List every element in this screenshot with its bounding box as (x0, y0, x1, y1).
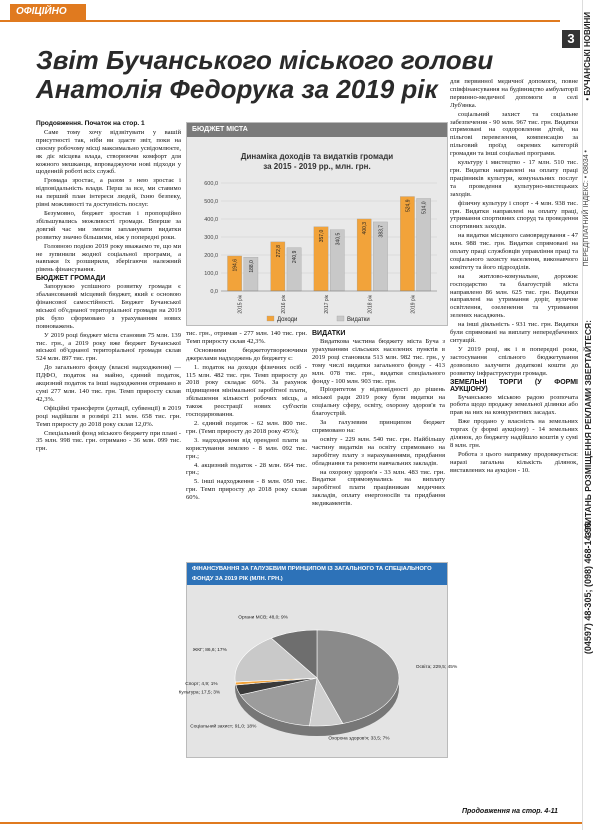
paragraph: Головною подією 2019 року вважаємо те, що ми не зупинили жодної соціальної програми, а навпаки їх розширили, зберігаючи належний рівень фінансування. (36, 242, 181, 274)
bar-value-label: 340,5 (335, 232, 342, 246)
bar-chart (187, 123, 447, 325)
bar-value-label: 272,8 (275, 244, 282, 258)
y-tick-label: 600,0 (204, 181, 218, 187)
bar-value-label: 514,0 (421, 201, 428, 214)
paragraph: Робота з цього напрямку продовжується: наразі загальна кількість ділянок, виставлених на аукціон - 10. (450, 450, 578, 474)
y-tick-label: 300,0 (204, 235, 218, 241)
legend-swatch (267, 316, 274, 321)
paragraph: на житлово-комунальне, дорожнє господарство та благоустрій міста направлено 86 млн. 625 тис. грн. Видатки направлені на утримання доріг, вуличне освітлення, озеленення та утримання зелених насаджень. (450, 272, 578, 320)
continuation-note: Продовження. Початок на стор. 1 (36, 120, 145, 127)
legend-swatch (337, 316, 344, 321)
pie-slice-label: Органи МСВ; 48,0; 9% (238, 615, 288, 621)
bottom-rule (0, 822, 582, 824)
paragraph: освіту - 229 млн. 540 тис. грн. Найбільшу частину видатків на освіту спрямовано на заробітну плату з нарахуваннями, придбання обладнання та ремонти навчальних закладів. (312, 435, 445, 467)
bar-value-label: 524,9 (405, 199, 412, 213)
pie-chart (178, 563, 458, 757)
paragraph: 2. єдиний податок - 62 млн. 800 тис. грн. (Темп приросту до 2018 року 45%); (186, 419, 307, 435)
paragraph: Пріоритетом у відповідності до рішень міської ради 2019 року були видатки на соціальну сферу, освіту, охорону здоров'я та благоустрій. (312, 386, 445, 418)
sidebar-phones: (04597) 48-305; (098) 468-14-96. (583, 520, 593, 655)
sidebar-strip (582, 0, 601, 830)
article-column-3 (312, 330, 445, 509)
pie-slice-label: Освіта; 229,5; 45% (415, 665, 458, 671)
bar-value-label: 194,6 (232, 258, 239, 272)
bar-value-label: 383,7 (378, 224, 385, 238)
paragraph: Саме тому хочу відзвітувати у вашій присутності так, ніби ви здаєте звіт, поки на своєму робочому місці максимально усвідомлюєте, як діє місцева влада, створюючи комфорт для кожного мешканця, впроваджуючи нові підходи у щоденній роботі всіх служб. (36, 128, 181, 176)
pie-slice-label: Спорт; 4,9; 1% (185, 682, 218, 688)
paragraph: 5. інші надходження - 8 млн. 050 тис. грн. Темп приросту до 2018 року склав 60%. (186, 478, 307, 502)
bar-value-label: 357,0 (319, 229, 326, 243)
article-column-4 (450, 78, 578, 476)
bar-value-label: 240,9 (292, 250, 299, 264)
paragraph: У 2019 році, як і в попередні роки, застосування спільного бюджетування дозволило залучити додаткові кошти до розвитку інфраструктури громади. (450, 345, 578, 377)
paragraph: У 2019 році бюджет міста становив 75 млн. 139 тис. грн., а 2019 року вже бюджет Бучанської міської об'єднаної територіальної громади склав 524 млн. 897 тис. грн. (36, 331, 181, 363)
x-tick-label: 2017 рік (324, 295, 331, 314)
top-rule (0, 20, 560, 22)
legend-label: Доходи (277, 317, 298, 323)
y-tick-label: 200,0 (204, 253, 218, 259)
paragraph: За галузевим принципом бюджет спрямовано на: (312, 419, 445, 434)
paragraph: Запорукою успішного розвитку громади є збалансований місцевий бюджет, який є основою фінансової самостійності. Бюджет Бучанської міської об'єднаної територіальної громади на 2019 рік було сформовано з урахуванням нових повноважень. (36, 283, 181, 330)
legend-label: Видатки (347, 317, 370, 323)
paragraph: Офіційні трансферти (дотації, субвенції) в 2019 році надійшли в розмірі 211 млн. 658 тис. грн. Темп приросту до 2018 року склав 12,0%. (36, 404, 181, 428)
pie-chart-box (178, 562, 458, 758)
paragraph: на охорону здоров'я - 33 млн. 483 тис. грн. Видатки спрямовувались на виплату заробітної плати працівникам медичних закладів, оплату енергоносіїв та придбання медикаментів. (312, 468, 445, 508)
paragraph: Спеціальний фонд міського бюджету при плані - 35 млн. 998 тис. грн. отримано - 36 млн. 099 тис. грн. (36, 429, 181, 453)
expenses-heading: ВИДАТКИ (312, 330, 346, 337)
page-number: 3 (562, 30, 580, 48)
y-tick-label: 500,0 (204, 199, 218, 205)
pie-slice-label: Соціальний захист; 91,0; 18% (190, 724, 257, 730)
paragraph: 3. надходження від орендної плати за користування землею - 8 млн. 092 тис. грн.; (186, 436, 307, 460)
section-tag: ОФІЦІЙНО (10, 4, 86, 20)
pie-chart-title: ФІНАНСУВАННЯ ЗА ГАЛУЗЕВИМ ПРИНЦИПОМ ІЗ ЗАГАЛЬНОГО ТА СПЕЦІАЛЬНОГО ФОНДУ ЗА 2019 РІК (МЛН. ГРН.) (187, 563, 447, 585)
sidebar-index: ПЕРЕДПЛАТНИЙ ІНДЕКС: • 08034 • (583, 150, 590, 267)
paragraph: 4. акцизний податок - 28 млн. 664 тис. грн.; (186, 461, 307, 477)
x-tick-label: 2015 рік (237, 295, 244, 314)
bar-value-label: 400,3 (362, 221, 369, 235)
paragraph: тис. грн., отримав - 277 млн. 140 тис. грн. Темп приросту склав 42,3%. (186, 330, 307, 345)
continued-note: Продовження на стор. 4-11 (462, 808, 558, 815)
paragraph: Основними бюджетоутворюючими джерелами надходжень до бюджету є: (186, 346, 307, 362)
pie-slice-label: ЖКГ; 86,6; 17% (192, 648, 227, 654)
chart-title-line-1: Динаміка доходів та видатків громади (240, 152, 394, 161)
budget-heading: БЮДЖЕТ ГРОМАДИ (36, 275, 106, 283)
y-tick-label: 400,0 (204, 217, 218, 223)
paragraph: для первинної медичної допомоги, повне співфінансування на будівництво амбулаторії первинно-медичної допомоги в селі Луб'янка. (450, 78, 578, 109)
paragraph: Безумовно, бюджет зростав і пропорційно збільшувались можливості громади. Вперше за довгий час ми змогли запланувати видатки розвитку значно більшими, ніж у попередні роки. (36, 209, 181, 241)
x-tick-label: 2016 рік (280, 295, 287, 314)
y-tick-label: 100,0 (204, 271, 218, 277)
article-column-1 (36, 120, 181, 454)
paragraph: на інші діяльність - 931 тис. грн. Видатки були спрямовані на виплату непередбачених ситуацій. (450, 321, 578, 344)
pie-slice-label: Культура; 17,5; 3% (178, 690, 221, 696)
y-tick-label: 0,0 (210, 289, 218, 295)
paragraph: Видаткова частина бюджету міста Буча з урахуванням сільських населених пунктів в 2019 році становила 513 млн. 982 тис. грн., у тому числі видатки загального фонду - 413 млн. 078 тис. грн., видатки спеціального фонду - 100 млн. 903 тис. грн. (312, 338, 445, 385)
paragraph: До загального фонду (власні надходження) — ПДФО, податок на майно, єдиний податок, акцизний податок та інші надходження отримано в сумі 277 млн. 140 тис. грн. Темп приросту склав 42,3%. (36, 364, 181, 403)
chart-title-line-2: за 2015 - 2019 рр., млн. грн. (263, 162, 371, 171)
paragraph: соціальний захист та соціальне забезпечення - 90 млн. 967 тис. грн. Видатки спрямовані на оздоровлення дітей, на пільгові перевезення, компенсацію за пільговий проїзд окремих категорій громадян та інші соціальні програми. (450, 110, 578, 158)
land-heading: ЗЕМЕЛЬНІ ТОРГИ (У ФОРМІ АУКЦІОНУ) (450, 378, 578, 393)
paragraph: на видатки місцевого самоврядування - 47 млн. 988 тис. грн. Видатки спрямовані на оплату праці службовців управління праці та соціального захисту населення, виконавчого комітету та його підрозділів. (450, 232, 578, 271)
paragraph: фізичну культуру і спорт - 4 млн. 938 тис. грн. Видатки направлені на оплату праці, утримання спортивних споруд та проведення спортивних заходів. (450, 199, 578, 231)
paragraph: 1. податок на доходи фізичних осіб - 115 млн. 482 тис. грн. Темп приросту до 2018 року складає 60%. За рахунок підвищення мінімальної заробітної плати, збільшення кількості робочих місць, а також реєстрації нових суб'єктів господарювання. (186, 363, 307, 419)
bar-chart-box (186, 122, 448, 326)
pie-slice-label: Охорона здоров'я; 33,5; 7% (328, 736, 390, 742)
headline: Звіт Бучанського міського голови Анатолія Федорука за 2019 рік (36, 45, 494, 104)
bar-chart-header: БЮДЖЕТ МІСТА (187, 123, 447, 137)
sidebar-ads: З ПИТАНЬ РОЗМІЩЕННЯ РЕКЛАМИ ЗВЕРТАЙТЕСЯ: (583, 320, 593, 538)
bar-value-label: 188,0 (248, 260, 255, 273)
paragraph: культуру і мистецтво - 17 млн. 510 тис. грн. Видатки направлені на оплату праці працівників культури, комунальних послуг та проведення культурно-мистецьких заходів. (450, 159, 578, 198)
sidebar-newspaper: • БУЧАНСЬКІ НОВИНИ (583, 12, 592, 101)
paragraph: Громада зростає, а разом з нею зростає і відповідальність влади. Перш за все, ми ставимо на перший план інтереси людей, їхню безпеку, рівні можливості та доступність послуг. (36, 177, 181, 209)
x-tick-label: 2018 рік (367, 295, 374, 314)
article-column-2 (186, 330, 307, 503)
paragraph: Вже продано у власність на земельних торгах (у формі аукціону) - 14 земельних ділянок, до бюджету надійшло коштів у сумі 8 млн. грн. (450, 418, 578, 449)
paragraph: Бучанською міською радою розпочата робота щодо продажу земельної ділянки або прав на них на конкурентних засадах. (450, 393, 578, 417)
x-tick-label: 2019 рік (410, 295, 417, 314)
